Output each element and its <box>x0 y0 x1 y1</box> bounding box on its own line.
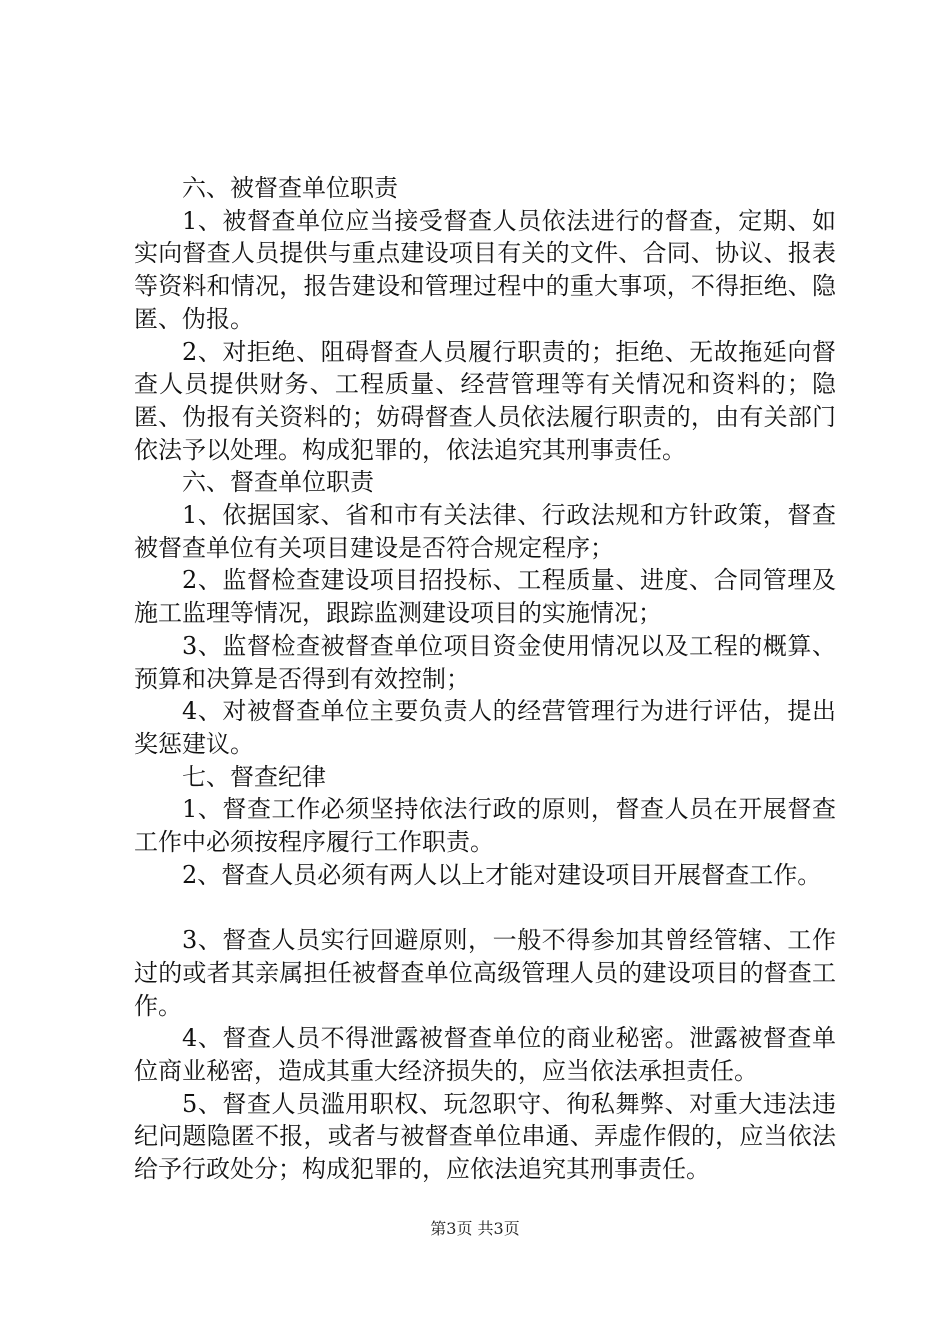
paragraph: 1、督查工作必须坚持依法行政的原则，督查人员在开展督查工作中必须按程序履行工作职责。 <box>134 795 836 857</box>
page-footer: 第3页 共3页 <box>430 1219 520 1238</box>
paragraph: 2、监督检查建设项目招投标、工程质量、进度、合同管理及施工监理等情况，跟踪监测建设项目的实施情况； <box>134 566 836 628</box>
paragraph: 2、督查人员必须有两人以上才能对建设项目开展督查工作。 <box>182 860 822 889</box>
section-heading-inspection-discipline: 七、督查纪律 <box>182 762 326 791</box>
paragraph: 1、被督查单位应当接受督查人员依法进行的督查，定期、如实向督查人员提供与重点建设项目有关的文件、合同、协议、报表等资料和情况，报告建设和管理过程中的重大事项，不得拒绝、隐匿、伪报。 <box>134 206 836 333</box>
paragraph: 3、监督检查被督查单位项目资金使用情况以及工程的概算、预算和决算是否得到有效控制； <box>134 631 836 693</box>
document-body <box>134 172 836 1186</box>
paragraph: 4、督查人员不得泄露被督查单位的商业秘密。泄露被督查单位商业秘密，造成其重大经济损失的，应当依法承担责任。 <box>134 1024 836 1085</box>
paragraph: 1、依据国家、省和市有关法律、行政法规和方针政策，督查被督查单位有关项目建设是否符合规定程序； <box>134 501 836 562</box>
section-heading-inspecting-unit-duties: 六、督查单位职责 <box>182 468 374 497</box>
paragraph: 2、对拒绝、阻碍督查人员履行职责的；拒绝、无故拖延向督查人员提供财务、工程质量、经营管理等有关情况和资料的；隐匿、伪报有关资料的；妨碍督查人员依法履行职责的，由有关部门依法予以处理。构成犯罪的，依法追究其刑事责任。 <box>134 337 836 464</box>
blank-line <box>134 891 836 924</box>
section-heading-inspected-unit-duties: 六、被督查单位职责 <box>182 174 398 202</box>
paragraph: 5、督查人员滥用职权、玩忽职守、徇私舞弊、对重大违法违纪问题隐匿不报，或者与被督查单位串通、弄虚作假的，应当依法给予行政处分；构成犯罪的，应依法追究其刑事责任。 <box>134 1089 836 1184</box>
paragraph: 4、对被督查单位主要负责人的经营管理行为进行评估，提出奖惩建议。 <box>134 697 836 758</box>
paragraph: 3、督查人员实行回避原则，一般不得参加其曾经管辖、工作过的或者其亲属担任被督查单位高级管理人员的建设项目的督查工作。 <box>134 926 836 1020</box>
